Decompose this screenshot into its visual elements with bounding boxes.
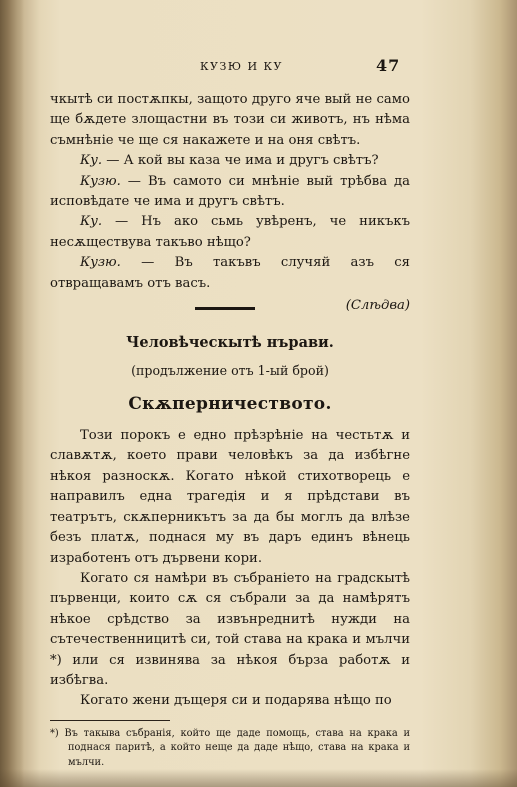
section-divider <box>195 307 255 310</box>
to-be-continued: (Слѣдва) <box>345 298 410 314</box>
dialogue-line <box>50 212 410 253</box>
dialogue-line <box>50 151 410 171</box>
dialogue-line <box>50 253 410 294</box>
footnote: *) Въ такыва събранія, който ще даде помощь, става на крака и поднася паритѣ, а който неще да даде нѣщо, става на крака и мълчи. <box>50 727 410 768</box>
page-content <box>50 52 410 770</box>
dialogue-text: — А кой вы каза че има и другъ свѣтъ? <box>102 153 379 169</box>
page-header <box>50 52 410 78</box>
dialogue-block <box>50 90 410 294</box>
dialogue-text: — Въ самото си мнѣніе вый трѣбва да исповѣдате че има и другъ свѣтъ. <box>50 173 410 210</box>
dialogue-line <box>50 172 410 213</box>
dialogue-text: чкытѣ си постѫпкы, защото друго яче вый не само ще бѫдете злощастни въ този си животъ, нъ нѣма съмнѣніе че ще ся накажете и на оня свѣтъ. <box>50 92 410 148</box>
page-bottom-shadow <box>0 769 517 787</box>
book-spine-shadow <box>0 0 24 787</box>
article-paragraph: Този порокъ е едно прѣзрѣніе на честьтѫ и славѫтѫ, което прави человѣкъ за да избѣгне нѣкоя разноскѫ. Когато нѣкой стихотворець е направилъ една трагедія и я прѣдстави въ театрътъ, скѫперникътъ за да бы моглъ да влѣзе безъ платѫ, поднася му въ даръ единъ вѣнець изработенъ отъ дървени кори. <box>50 428 410 566</box>
footnote-divider <box>50 720 170 721</box>
dialogue-text: — Нъ ако сьмь увѣренъ, че никъкъ несѫществува такъво нѣщо? <box>50 214 410 250</box>
speaker: Ку. <box>80 214 103 230</box>
dialogue-text: — Въ такъвъ случяй азъ ся отвращавамъ отъ васъ. <box>50 255 410 291</box>
section-title: Человѣческытѣ нърави. <box>126 334 334 352</box>
speaker: Кузю. <box>80 173 121 189</box>
article-paragraph: Когато жени дъщеря си и подарява нѣщо по <box>80 693 392 709</box>
speaker: Ку. <box>80 153 103 169</box>
article-paragraph: Когато ся намѣри въ събраніето на градскытѣ първенци, които сѫ ся събрали за да намѣрятъ нѣкое срѣдство за извънреднитѣ нужди на сътечественницитѣ си, той става на крака и мълчи *) или ся извинява за нѣкоя бърза работѫ и избѣгва. <box>50 570 410 688</box>
article-body <box>50 426 410 712</box>
section-subtitle: (продължение отъ 1-ый брой) <box>131 363 329 379</box>
speaker: Кузю. <box>80 255 121 271</box>
page-number: 47 <box>376 56 401 75</box>
article-title: Скѫперничеството. <box>128 394 332 415</box>
running-title: КУЗЮ И КУ <box>200 60 283 73</box>
dialogue-line <box>50 90 410 151</box>
